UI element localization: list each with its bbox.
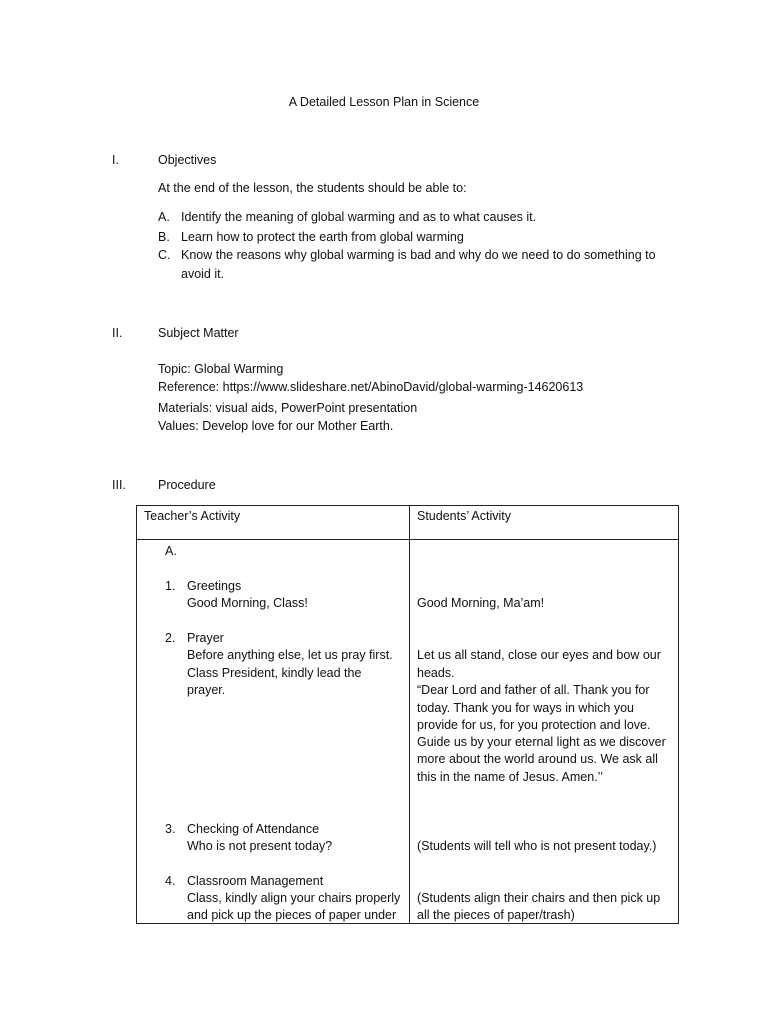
step-text: Class President, kindly lead the [187,666,362,680]
objective-letter: C. [158,248,171,262]
student-response: Guide us by your eternal light as we discover [417,735,666,749]
student-response: today. Thank you for ways in which you [417,701,635,715]
students-activity-cell [410,540,679,924]
objective-text: avoid it. [181,267,225,281]
step-number: 1. [165,579,176,593]
section-numeral-objectives: I. [112,153,119,167]
student-response: (Students align their chairs and then pick up [417,891,661,905]
step-title: Classroom Management [187,874,324,888]
subject-topic: Topic: Global Warming [158,362,284,376]
table-row [137,540,679,924]
objective-letter: B. [158,230,170,244]
section-numeral-subject-matter: II. [112,326,123,340]
subject-materials: Materials: visual aids, PowerPoint presentation [158,401,418,415]
objectives-intro: At the end of the lesson, the students should be able to: [158,181,467,195]
subject-reference: Reference: https://www.slideshare.net/AbinoDavid/global-warming-14620613 [158,380,584,394]
student-response: Let us all stand, close our eyes and bow our [417,648,661,662]
step-text: prayer. [187,683,226,697]
student-response: this in the name of Jesus. Amen.’’ [417,770,603,784]
section-heading-subject-matter: Subject Matter [158,326,239,340]
subject-values: Values: Develop love for our Mother Earth. [158,419,394,433]
step-text: and pick up the pieces of paper under [187,908,397,922]
student-response: heads. [417,666,455,680]
step-number: 4. [165,874,176,888]
section-heading-objectives: Objectives [158,153,217,167]
procedure-table [136,505,679,924]
step-number: 3. [165,822,176,836]
objective-text: Learn how to protect the earth from global warming [181,230,464,244]
student-response: (Students will tell who is not present today.) [417,839,657,853]
student-response: all the pieces of paper/trash) [417,908,575,922]
procedure-part-letter: A. [165,544,177,558]
step-text: Good Morning, Class! [187,596,308,610]
step-text: Before anything else, let us pray first. [187,648,393,662]
step-title: Checking of Attendance [187,822,320,836]
objective-letter: A. [158,210,170,224]
teacher-activity-cell [137,540,410,924]
step-text: Who is not present today? [187,839,333,853]
teacher-activity-header: Teacher’s Activity [137,506,410,540]
objective-text: Identify the meaning of global warming and as to what causes it. [181,210,537,224]
step-text: Class, kindly align your chairs properly [187,891,401,905]
objective-text: Know the reasons why global warming is bad and why do we need to do something to [181,248,656,262]
table-header-row [137,506,679,540]
step-number: 2. [165,631,176,645]
section-heading-procedure: Procedure [158,478,216,492]
section-numeral-procedure: III. [112,478,126,492]
step-title: Greetings [187,579,242,593]
student-response: more about the world around us. We ask all [417,752,658,766]
document-title: A Detailed Lesson Plan in Science [288,95,480,109]
student-response: Good Morning, Ma’am! [417,596,545,610]
student-response: provide for us, for you protection and love. [417,718,651,732]
students-activity-header: Students’ Activity [410,506,679,540]
student-response: “Dear Lord and father of all. Thank you for [417,683,650,697]
step-title: Prayer [187,631,224,645]
